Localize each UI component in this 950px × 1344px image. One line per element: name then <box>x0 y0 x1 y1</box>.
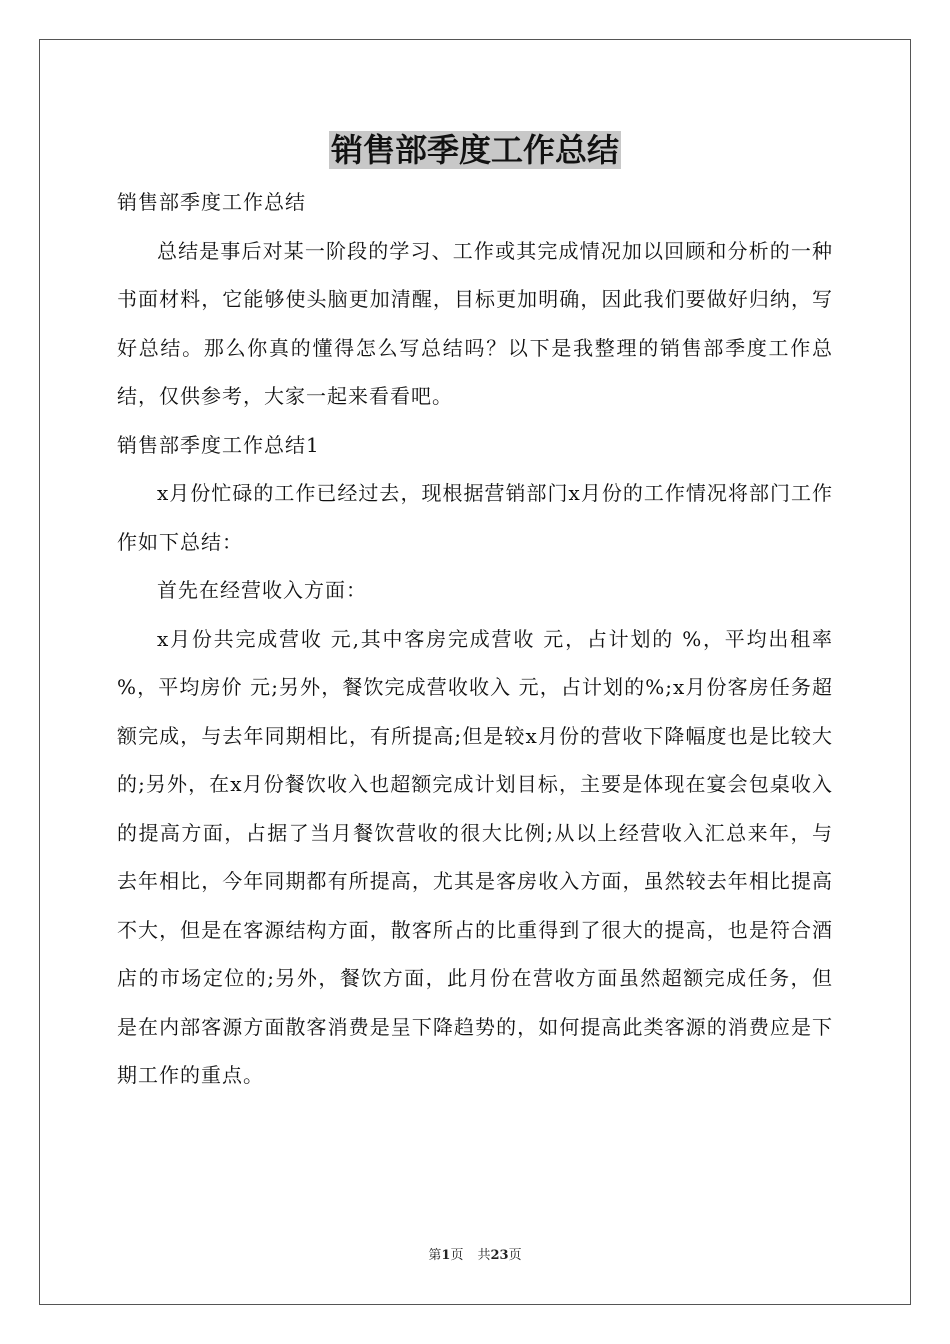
document-body <box>117 178 833 1100</box>
footer-page-total: 23 <box>490 1248 509 1263</box>
paragraph-revenue-detail: x月份共完成营收 元,其中客房完成营收 元，占计划的 %，平均出租率 %，平均房价 元;另外，餐饮完成营收收入 元，占计划的%;x月份客房任务超额完成，与去年同期相比，有所提高;但是较x月份的营收下降幅度也是比较大的;另外，在x月份餐饮收入也超额完成计划目标，主要是体现在宴会包桌收入的提高方面，占据了当月餐饮营收的很大比例;从以上经营收入汇总来年，与去年相比，今年同期都有所提高，尤其是客房收入方面，虽然较去年相比提高不大，但是在客源结构方面，散客所占的比重得到了很大的提高，也是符合酒店的市场定位的;另外，餐饮方面，此月份在营收方面虽然超额完成任务，但是在内部客源方面散客消费是呈下降趋势的，如何提高此类客源的消费应是下期工作的重点。 <box>117 626 833 1087</box>
footer-page-unit: 页 <box>450 1248 464 1263</box>
footer-page-current: 1 <box>441 1248 451 1263</box>
paragraph-section-heading: 销售部季度工作总结1 <box>117 432 320 457</box>
paragraph-revenue-heading: 首先在经营收入方面： <box>157 578 367 602</box>
page-footer <box>0 1247 950 1265</box>
paragraph-overview: x月份忙碌的工作已经过去，现根据营销部门x月份的工作情况将部门工作作如下总结： <box>117 481 833 554</box>
footer-total-unit: 页 <box>508 1248 522 1263</box>
paragraph-intro: 总结是事后对某一阶段的学习、工作或其完成情况加以回顾和分析的一种书面材料，它能够使头脑更加清醒，目标更加明确，因此我们要做好归纳，写好总结。那么你真的懂得怎么写总结吗？以下是我整理的销售部季度工作总结，仅供参考，大家一起来看看吧。 <box>117 238 833 408</box>
document-title-text: 销售部季度工作总结 <box>330 131 619 169</box>
paragraph-subtitle: 销售部季度工作总结 <box>117 190 306 214</box>
document-title <box>0 128 950 172</box>
footer-page-prefix: 第 <box>428 1248 442 1263</box>
footer-total-prefix: 共 <box>477 1248 491 1263</box>
